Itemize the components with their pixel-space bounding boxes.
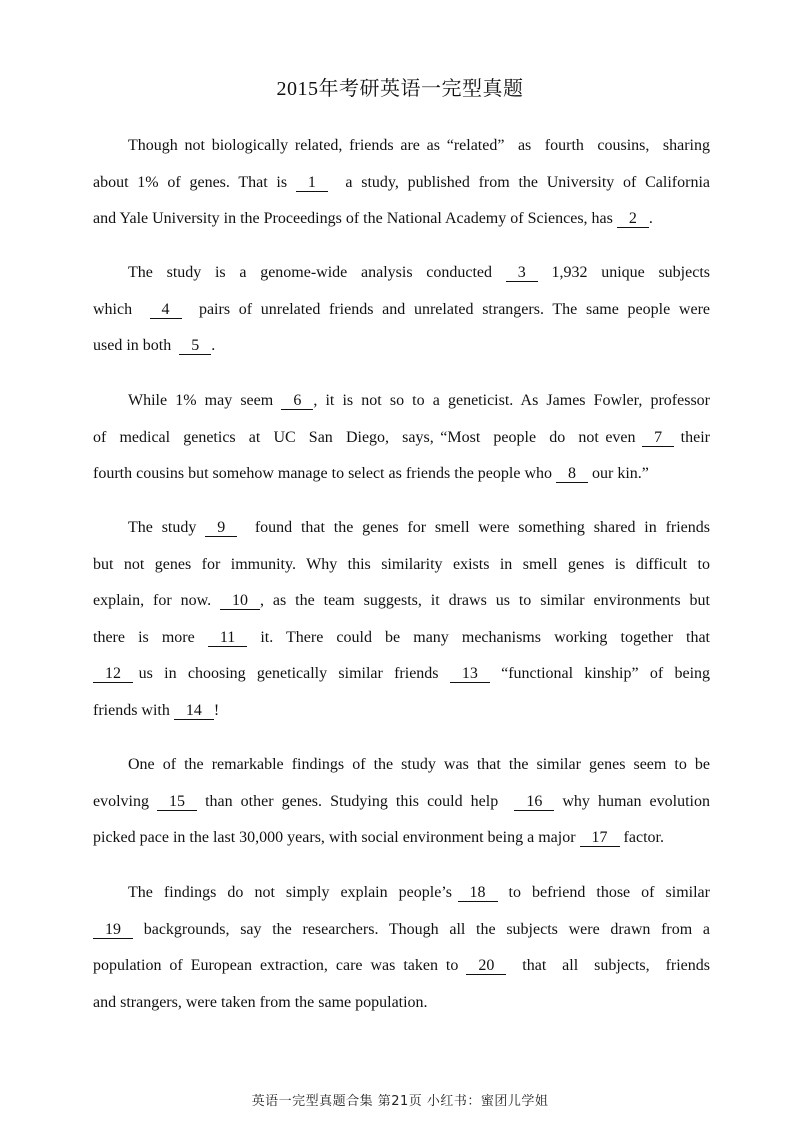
text-run: there is more — [93, 628, 208, 646]
text-line — [93, 420, 710, 457]
text-line — [93, 747, 710, 784]
text-line — [93, 165, 710, 202]
cloze-blank: 5 — [179, 337, 211, 355]
text-line — [93, 912, 710, 949]
text-run: which — [93, 300, 150, 318]
text-run: but not genes for immunity. Why this similarity exists in smell genes is difficult to — [93, 555, 710, 573]
text-run: that all subjects, friends — [506, 957, 710, 975]
cloze-blank: 3 — [506, 264, 538, 282]
text-run: used in both — [93, 337, 180, 355]
text-run: and strangers, were taken from the same population. — [93, 993, 428, 1011]
paragraph — [93, 875, 710, 1021]
text-line — [93, 620, 710, 657]
cloze-blank: 19 — [93, 921, 133, 939]
text-line — [93, 583, 710, 620]
cloze-blank: 8 — [556, 465, 588, 483]
text-run: ! — [213, 701, 220, 719]
cloze-blank: 7 — [642, 429, 674, 447]
text-run: our kin.” — [588, 465, 649, 483]
text-run: The study is a genome-wide analysis conducted — [128, 264, 506, 281]
paragraph — [93, 510, 710, 730]
text-run: While 1% may seem — [128, 392, 282, 409]
text-run: pairs of unrelated friends and unrelated strangers. The same people were — [181, 300, 710, 318]
text-line — [93, 128, 710, 165]
text-run: . — [648, 210, 653, 228]
text-line — [93, 784, 710, 821]
cloze-blank: 6 — [281, 392, 313, 410]
text-line — [93, 201, 710, 238]
text-run: us in choosing genetically similar friends — [133, 665, 450, 683]
text-run: it. There could be many mechanisms working together that — [247, 628, 710, 646]
cloze-blank: 9 — [205, 519, 237, 537]
text-run: than other genes. Studying this could help — [197, 792, 515, 810]
text-run: of medical genetics at UC San Diego, says, “Most people do not even — [93, 428, 643, 446]
cloze-blank: 17 — [580, 829, 620, 847]
text-run: The study — [128, 519, 206, 536]
text-run: factor. — [619, 829, 664, 847]
text-run: One of the remarkable findings of the study was that the similar genes seem to be — [128, 756, 710, 773]
text-run: population of European extraction, care was taken to — [93, 957, 467, 975]
text-run: fourth cousins but somehow manage to select as friends the people who — [93, 465, 556, 483]
text-run: . — [211, 337, 216, 355]
text-run: evolving — [93, 792, 158, 810]
paragraph — [93, 255, 710, 365]
text-line — [93, 292, 710, 329]
text-run: about 1% of genes. That is — [93, 173, 296, 191]
text-line — [93, 693, 710, 730]
text-line — [93, 328, 710, 365]
text-run: , it is not so to a geneticist. As James Fowler, professor — [313, 392, 711, 409]
text-run: a study, published from the University of California — [327, 173, 711, 191]
paragraph — [93, 128, 710, 238]
paragraph — [93, 747, 710, 857]
paragraph — [93, 383, 710, 493]
text-run: Though not biologically related, friends are as “related” as fourth cousins, sharing — [128, 137, 710, 154]
cloze-blank: 18 — [458, 884, 498, 902]
text-run: and Yale University in the Proceedings of the National Academy of Sciences, has — [93, 210, 617, 228]
text-run: friends with — [93, 701, 174, 719]
cloze-blank: 12 — [93, 665, 133, 683]
cloze-blank: 15 — [157, 793, 197, 811]
page-footer: 英语一完型真题合集 第21页 小红书：蜜团儿学姐 — [251, 1094, 549, 1109]
text-line — [93, 948, 710, 985]
page-title: 2015年考研英语一完型真题 — [276, 78, 524, 100]
text-run: to befriend those of similar — [497, 884, 710, 901]
text-line — [93, 510, 710, 547]
cloze-blank: 4 — [150, 301, 182, 319]
text-run: 1,932 unique subjects — [537, 264, 711, 281]
cloze-blank: 2 — [617, 210, 649, 228]
text-line — [93, 547, 710, 584]
text-line — [93, 255, 710, 292]
cloze-blank: 16 — [514, 793, 554, 811]
text-line — [93, 383, 710, 420]
text-run: The findings do not simply explain people’s — [128, 884, 458, 901]
text-line — [93, 456, 710, 493]
cloze-blank: 20 — [466, 957, 506, 975]
text-run: their — [674, 428, 710, 446]
text-run: “functional kinship” of being — [489, 665, 711, 683]
text-line — [93, 985, 710, 1022]
text-run: backgrounds, say the researchers. Though all the subjects were drawn from a — [133, 920, 710, 938]
text-run: found that the genes for smell were something shared in friends — [237, 519, 711, 536]
cloze-blank: 13 — [450, 665, 490, 683]
cloze-blank: 14 — [174, 702, 214, 720]
text-line — [93, 875, 710, 912]
text-line — [93, 656, 710, 693]
cloze-blank: 11 — [208, 629, 247, 647]
text-run: picked pace in the last 30,000 years, with social environment being a major — [93, 829, 580, 847]
text-run: why human evolution — [554, 792, 710, 810]
text-line — [93, 820, 710, 857]
cloze-blank: 10 — [220, 592, 260, 610]
text-run: explain, for now. — [93, 592, 221, 610]
text-run: , as the team suggests, it draws us to similar environments but — [260, 592, 711, 610]
cloze-blank: 1 — [296, 174, 328, 192]
